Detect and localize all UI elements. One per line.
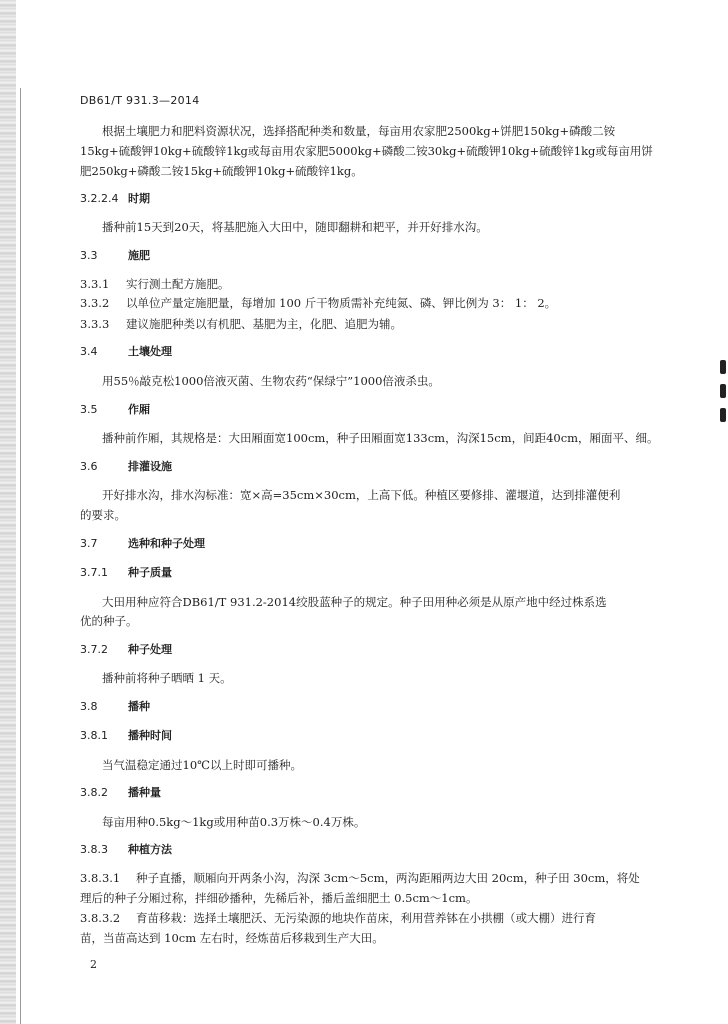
section-3-7-2-heading: 3.7.2 种子处理	[80, 643, 172, 656]
intro-line-2: 15kg+硫酸钾10kg+硫酸锌1kg或每亩用农家肥5000kg+磷酸二铵30kg+硫酸钾10kg+硫酸锌1kg或每亩用饼	[80, 144, 653, 158]
section-3-3-2: 3.3.2 以单位产量定施肥量，每增加 100 斤干物质需补充纯氮、磷、钾比例为 3： 1： 2。	[80, 296, 557, 310]
section-3-8-3-2-line-2: 苗，当苗高达到 10cm 左右时，经炼苗后移栽到生产大田。	[80, 931, 384, 945]
section-3-2-2-4-heading: 3.2.2.4 时期	[80, 192, 150, 205]
section-3-3-1: 3.3.1 实行测土配方施肥。	[80, 277, 230, 291]
section-3-8-3-1-line-1: 3.8.3.1 种子直播，顺厢向开两条小沟，沟深 3cm～5cm，两沟距厢两边大田 20cm，种子田 30cm，将处	[80, 871, 640, 885]
section-3-8-3-2-line-1: 3.8.3.2 育苗移栽：选择土壤肥沃、无污染源的地块作苗床，利用营养钵在小拱棚（或大棚）进行育	[80, 911, 596, 925]
section-3-6-line-1: 开好排水沟，排水沟标准：宽×高=35cm×30cm，上高下低。种植区要修排、灌堰道，达到排灌便利	[102, 488, 621, 502]
intro-line-3: 肥250kg+磷酸二铵15kg+硫酸钾10kg+硫酸锌1kg。	[80, 164, 363, 178]
section-3-7-1-line-1: 大田用种应符合DB61/T 931.2-2014绞股蓝种子的规定。种子田用种必须是从原产地中经过株系选	[102, 595, 607, 609]
section-3-4-text: 用55％敲克松1000倍液灭菌、生物农药“保绿宁”1000倍液杀虫。	[102, 374, 440, 388]
section-3-8-1-text: 当气温稳定通过10℃以上时即可播种。	[102, 758, 302, 772]
section-3-6-line-2: 的要求。	[80, 508, 126, 522]
section-3-6-heading: 3.6 排灌设施	[80, 460, 172, 473]
section-3-2-2-4-text: 播种前15天到20天，将基肥施入大田中，随即翻耕和耙平，并开好排水沟。	[102, 220, 488, 234]
intro-line-1: 根据土壤肥力和肥料资源状况，选择搭配种类和数量，每亩用农家肥2500kg+饼肥150kg+磷酸二铵	[102, 124, 616, 138]
section-3-3-3: 3.3.3 建议施肥种类以有机肥、基肥为主，化肥、追肥为辅。	[80, 317, 402, 331]
page-number: 2	[90, 958, 97, 971]
section-3-8-3-heading: 3.8.3 种植方法	[80, 843, 172, 856]
section-3-8-2-heading: 3.8.2 播种量	[80, 786, 161, 799]
scan-edge-shadow	[0, 0, 16, 1024]
section-3-7-heading: 3.7 选种和种子处理	[80, 537, 205, 550]
binding-marks	[720, 360, 728, 432]
section-3-7-1-line-2: 优的种子。	[80, 614, 138, 628]
section-3-5-heading: 3.5 作厢	[80, 403, 150, 416]
section-3-8-2-text: 每亩用种0.5kg～1kg或用种苗0.3万株～0.4万株。	[102, 815, 366, 829]
section-3-4-heading: 3.4 土壤处理	[80, 345, 172, 358]
scan-margin-line	[20, 88, 21, 1024]
section-3-7-2-text: 播种前将种子晒晒 1 天。	[102, 671, 232, 685]
section-3-7-1-heading: 3.7.1 种子质量	[80, 566, 172, 579]
section-3-5-text: 播种前作厢，其规格是：大田厢面宽100cm，种子田厢面宽133cm，沟深15cm，间距40cm，厢面平、细。	[102, 431, 659, 445]
section-3-8-heading: 3.8 播种	[80, 700, 150, 713]
section-3-8-1-heading: 3.8.1 播种时间	[80, 729, 172, 742]
document-header: DB61/T 931.3—2014	[80, 94, 200, 107]
section-3-8-3-1-line-2: 理后的种子分厢过称，拌细砂播种，先稀后补，播后盖细肥土 0.5cm～1cm。	[80, 891, 478, 905]
section-3-3-heading: 3.3 施肥	[80, 249, 150, 262]
